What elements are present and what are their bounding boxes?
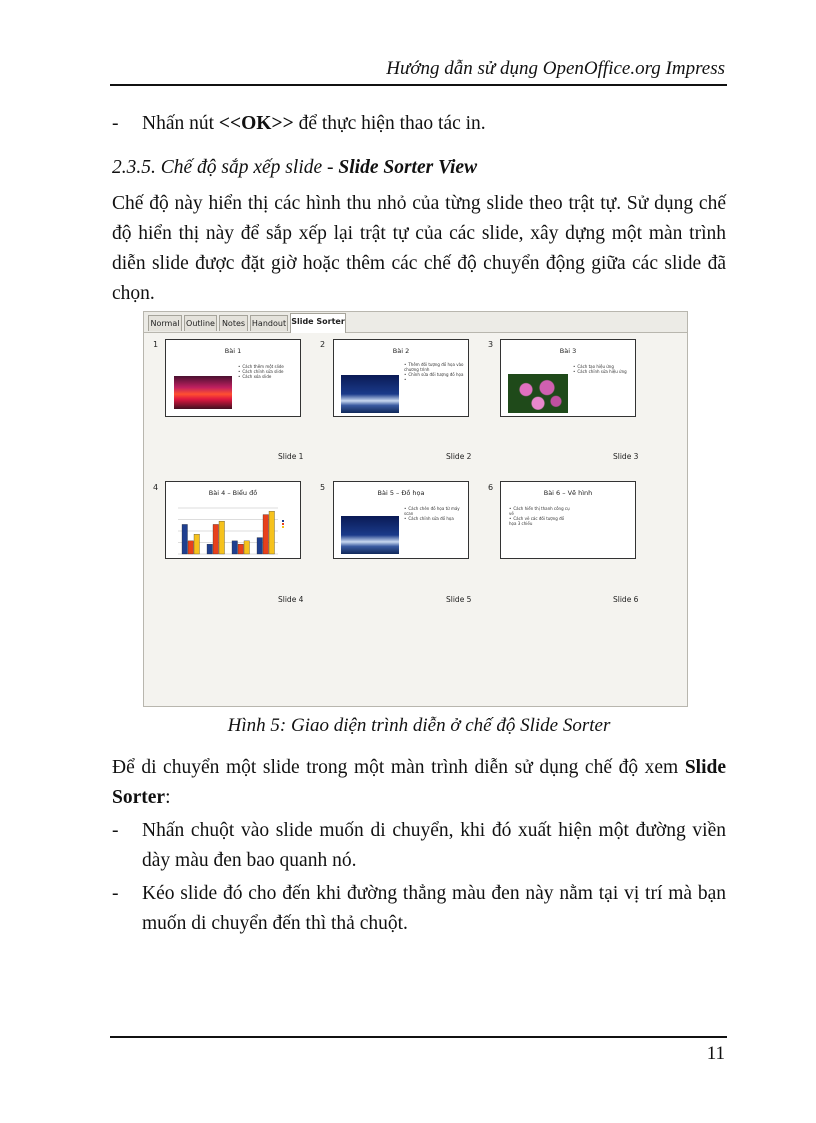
slide-bullet: • Cách chỉnh sửa slide xyxy=(238,369,298,374)
chart-bar xyxy=(182,524,188,554)
instructions-text: Để di chuyển một slide trong một màn trình diễn sử dụng chế độ xem xyxy=(112,757,685,778)
wave-image xyxy=(341,516,399,554)
chart-bar xyxy=(194,534,200,554)
intro-prefix: Nhấn nút xyxy=(142,113,219,134)
chart-legend-swatch xyxy=(282,526,284,528)
slide-title: Bài 6 – Vẽ hình xyxy=(543,489,593,497)
slide-title: Bài 4 – Biểu đồ xyxy=(208,489,258,497)
tab-outline[interactable]: Outline xyxy=(184,315,217,331)
slide-title: Bài 5 – Đồ họa xyxy=(377,489,425,497)
slide-label: Slide 6 xyxy=(613,595,639,604)
section-bold-title: Slide Sorter View xyxy=(338,157,478,178)
slide-thumbnail-1[interactable] xyxy=(165,339,301,417)
view-tab-bar xyxy=(144,312,687,333)
page-number: 11 xyxy=(706,1043,725,1064)
slide-thumbnail-6[interactable] xyxy=(500,481,636,559)
slide-bullet: • Cách hiển thị thanh công cụ vẽ xyxy=(509,506,571,516)
paragraph-description: Chế độ này hiển thị các hình thu nhỏ của từng slide theo trật tự. Sử dụng chế độ hiển thị này để sắp xếp lại trật tự của các slide, xây dựng một màn trình diễn slide được đặt giờ hoặc thêm các chế độ chuyển động giữa các slide đã chọn. xyxy=(112,193,726,304)
ok-button-label: <<OK>> xyxy=(218,113,294,134)
slide-title: Bài 3 xyxy=(559,347,577,355)
chart-bar xyxy=(269,511,275,554)
intro-suffix: để thực hiện thao tác in. xyxy=(293,113,486,134)
chart-legend-swatch xyxy=(282,523,284,525)
slide-sorter-screenshot xyxy=(143,311,688,707)
chart-bar xyxy=(257,538,263,554)
tab-normal[interactable]: Normal xyxy=(148,315,182,331)
slide-thumbnail-4[interactable] xyxy=(165,481,301,559)
slide-label: Slide 4 xyxy=(278,595,304,604)
slide-bullet: • Cách chỉnh sửa hiệu ứng xyxy=(573,369,633,374)
slide-thumbnail-2[interactable] xyxy=(333,339,469,417)
slide-title: Bài 2 xyxy=(392,347,410,355)
bullet-marker: - xyxy=(112,113,119,134)
tab-slide-sorter[interactable]: Slide Sorter xyxy=(290,313,346,333)
step-text: Nhấn chuột vào slide muốn di chuyển, khi đó xuất hiện một đường viền dày màu đen bao quanh nó. xyxy=(142,820,726,871)
slide-number: 5 xyxy=(320,483,326,492)
bullet-marker: - xyxy=(112,820,119,841)
chart-bar xyxy=(244,541,250,554)
chart-bar xyxy=(213,524,219,554)
slide-bullet: • Cách chỉnh sửa đồ họa xyxy=(404,516,466,521)
slide-number: 1 xyxy=(153,340,159,349)
section-number-title: 2.3.5. Chế độ sắp xếp slide - xyxy=(112,157,339,178)
slide-thumbnail-3[interactable] xyxy=(500,339,636,417)
slide-bullets xyxy=(573,364,633,374)
chart-bar xyxy=(188,541,194,554)
paragraph-instructions xyxy=(112,753,726,813)
figure-caption: Hình 5: Giao diện trình diễn ở chế độ Slide Sorter xyxy=(227,715,611,736)
chart-bar xyxy=(219,521,225,554)
sunset-image xyxy=(174,376,232,409)
slide-number: 6 xyxy=(488,483,494,492)
slide-thumbnail-5[interactable] xyxy=(333,481,469,559)
slide-label: Slide 5 xyxy=(446,595,472,604)
header-rule xyxy=(110,84,727,86)
wave-image xyxy=(341,375,399,413)
slide-bullet: • Cách vẽ các đối tượng đồ họa 3 chiều xyxy=(509,516,571,526)
instructions-suffix: : xyxy=(165,787,171,808)
slide-bullet: • Thêm đối tượng đồ họa vào chương trình xyxy=(404,362,466,372)
instructions-bold: Slide Sorter xyxy=(112,757,726,808)
tab-notes[interactable]: Notes xyxy=(219,315,248,331)
chart-bar xyxy=(232,541,238,554)
tab-handout[interactable]: Handout xyxy=(250,315,288,331)
bullet-marker: - xyxy=(112,883,119,904)
chart-bar xyxy=(263,515,269,554)
slide-bullets xyxy=(238,364,298,379)
footer-rule xyxy=(110,1036,727,1038)
flower-image xyxy=(508,374,568,413)
bar-chart xyxy=(176,504,294,558)
chart-bar xyxy=(238,544,244,554)
step-text: Kéo slide đó cho đến khi đường thẳng màu đen này nằm tại vị trí mà bạn muốn di chuyển đến thì thả chuột. xyxy=(142,883,726,934)
slide-number: 3 xyxy=(488,340,494,349)
intro-bullet-text xyxy=(142,109,726,139)
slide-bullet: • Cách xóa slide xyxy=(238,374,298,379)
slide-bullet: • Cách thêm một slide xyxy=(238,364,298,369)
chart-bar xyxy=(207,544,213,554)
chart-legend-swatch xyxy=(282,520,284,522)
slide-bullets xyxy=(509,506,571,526)
slide-bullet: • Cách chèn đồ họa từ máy scan xyxy=(404,506,466,516)
slide-number: 2 xyxy=(320,340,326,349)
slide-bullet: • Cách tạo hiệu ứng xyxy=(573,364,633,369)
slide-bullet: • Chỉnh sửa đối tượng đồ họa xyxy=(404,372,466,377)
slide-bullets xyxy=(404,362,466,382)
slide-label: Slide 3 xyxy=(613,452,639,461)
slide-number: 4 xyxy=(153,483,159,492)
section-heading xyxy=(112,157,477,179)
slide-bullet xyxy=(404,377,466,382)
slide-title: Bài 1 xyxy=(224,347,242,355)
running-header: Hướng dẫn sử dụng OpenOffice.org Impress xyxy=(386,58,725,79)
slide-label: Slide 2 xyxy=(446,452,472,461)
slide-label: Slide 1 xyxy=(278,452,304,461)
slide-bullets xyxy=(404,506,466,521)
